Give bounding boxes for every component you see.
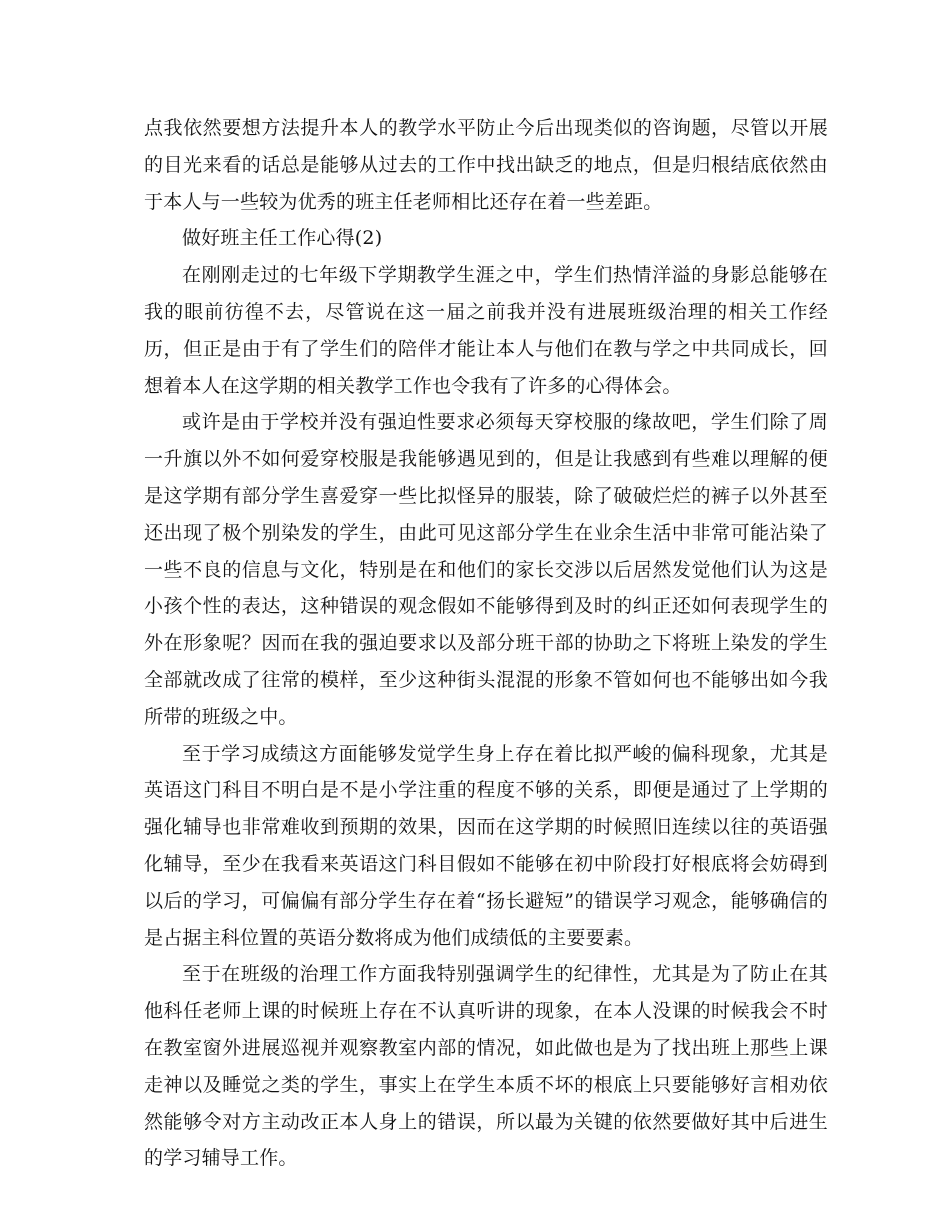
paragraph-4: 至于在班级的治理工作方面我特别强调学生的纪律性，尤其是为了防止在其他科任老师上课的时候班上存在不认真听讲的现象，在本人没课的时候我会不时在教室窗外进展巡视并观察教室内部的情况，如此做也是为了找出班上那些上课走神以及睡觉之类的学生，事实上在学生本质不坏的根底上只要能够好言相劝依然能够令对方主动改正本人身上的错误，所以最为关键的依然要做好其中后进生的学习辅导工作。 bbox=[144, 963, 828, 1170]
document-body bbox=[144, 110, 828, 1177]
paragraph-1: 在刚刚走过的七年级下学期教学生涯之中，学生们热情洋溢的身影总能够在我的眼前彷徨不去，尽管说在这一届之前我并没有进展班级治理的相关工作经历，但正是由于有了学生们的陪伴才能让本人与他们在教与学之中共同成长，回想着本人在这学期的相关教学工作也令我有了许多的心得体会。 bbox=[144, 264, 828, 397]
continuation-paragraph: 点我依然要想方法提升本人的教学水平防止今后出现类似的咨询题，尽管以开展的目光来看的话总是能够从过去的工作中找出缺乏的地点，但是归根结底依然由于本人与一些较为优秀的班主任老师相比还存在着一些差距。 bbox=[144, 117, 828, 213]
paragraph-3: 至于学习成绩这方面能够发觉学生身上存在着比拟严峻的偏科现象，尤其是英语这门科目不明白是不是小学注重的程度不够的关系，即便是通过了上学期的强化辅导也非常难收到预期的效果，因而在这学期的时候照旧连续以往的英语强化辅导，至少在我看来英语这门科目假如不能够在初中阶段打好根底将会妨碍到以后的学习，可偏偏有部分学生存在着“扬长避短”的错误学习观念，能够确信的是占据主科位置的英语分数将成为他们成绩低的主要要素。 bbox=[144, 742, 828, 949]
section-title: 做好班主任工作心得(2) bbox=[182, 227, 383, 250]
paragraph-2: 或许是由于学校并没有强迫性要求必须每天穿校服的缘故吧，学生们除了周一升旗以外不如何爱穿校服是我能够遇见到的，但是让我感到有些难以理解的便是这学期有部分学生喜爱穿一些比拟怪异的服装，除了破破烂烂的裤子以外甚至还出现了极个别染发的学生，由此可见这部分学生在业余生活中非常可能沾染了一些不良的信息与文化，特别是在和他们的家长交涉以后居然发觉他们认为这是小孩个性的表达，这种错误的观念假如不能够得到及时的纠正还如何表现学生的外在形象呢？因而在我的强迫要求以及部分班干部的协助之下将班上染发的学生全部就改成了往常的模样，至少这种街头混混的形象不管如何也不能够出如今我所带的班级之中。 bbox=[144, 411, 828, 728]
